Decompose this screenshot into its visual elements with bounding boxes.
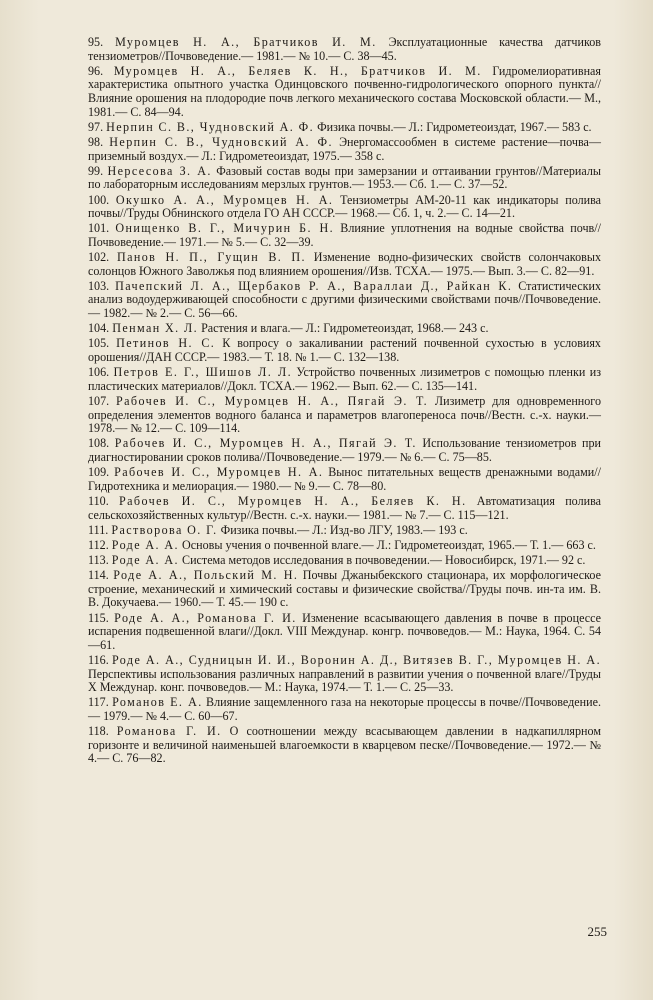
reference-entry: [88, 251, 601, 278]
reference-text: Перспективы использования различных направлений в развитии учения о почвенной влаге//Труды X Междунар. конг. почвоведов.— М.: Наука, 1974.— Т. 1.— С. 25—33.: [88, 666, 601, 695]
reference-text: Устройство почвенных лизиметров с помощью пленки из пластических материалов//Докл. ТСХА.— 1962.— Вып. 62.— С. 135—141.: [88, 365, 601, 393]
reference-entry: [88, 395, 601, 436]
reference-entry: [88, 337, 601, 364]
reference-authors: Окушко А. А., Муромцев Н. А.: [115, 192, 334, 207]
reference-authors: Муромцев Н. А., Братчиков И. М.: [115, 35, 377, 49]
reference-authors: Пачепский Л. А., Щербаков Р. А., Вараллаи Д., Райкан К.: [115, 278, 513, 293]
reference-text: Тензиометры АМ-20-11 как индикаторы полива почвы//Труды Обнинского отдела ГО АН СССР.— 1968.— Сб. 1, ч. 2.— С. 14—21.: [88, 192, 602, 221]
reference-entry: [88, 194, 601, 221]
reference-entry: [88, 65, 601, 119]
reference-text: Физика почвы.— Л.: Гидрометеоиздат, 1967.— 583 с.: [317, 119, 592, 134]
reference-authors: Муромцев Н. А., Беляев К. Н., Братчиков И. М.: [113, 63, 482, 78]
reference-text: Вынос питательных веществ дренажными водами//Гидротехника и мелиорация.— 1980.— № 9.— С. 78—80.: [88, 465, 601, 493]
reference-authors: Нерпин С. В., Чудновский А. Ф.: [109, 134, 333, 149]
reference-entry: [88, 222, 601, 249]
reference-authors: Романова Г. И.: [116, 724, 222, 739]
reference-text: Влияние уплотнения на водные свойства почв//Почвоведение.— 1971.— № 5.— С. 32—39.: [88, 221, 601, 249]
reference-text: Почвы Джаныбекского стационара, их морфологическое строение, механический и химический составы и физические свойства//Труды почв. ин-та им. В. В. Докучаева.— 1960.— Т. 45.— 190 с.: [88, 568, 601, 610]
reference-text: Эксплуатационные качества датчиков тензиометров//Почвоведение.— 1981.— № 10.— С. 38—45.: [88, 35, 601, 63]
reference-text: Гидромелиоративная характеристика опытного участка Одинцовского почвенно-гидрологического опорного пункта//Влияние орошения на плодородие почв легкого механического состава Московской области.— М., 1981.— С. 84—94.: [88, 63, 601, 119]
reference-list: [88, 36, 601, 766]
reference-entry: [88, 322, 601, 336]
reference-entry: [88, 654, 601, 695]
reference-text: Энергомассообмен в системе растение—почва—приземный воздух.— Л.: Гидрометеоиздат, 1975.— 358 с.: [88, 134, 601, 163]
page-number: 255: [587, 924, 607, 939]
reference-number: 116.: [88, 653, 109, 667]
reference-authors: Петров Е. Г., Шишов Л. Л.: [113, 365, 293, 380]
reference-authors: Рабочев И. С., Муромцев Н. А., Пягай Э. Т.: [114, 436, 417, 451]
reference-number: 117.: [88, 695, 109, 710]
reference-entry: [88, 554, 601, 568]
reference-number: 112.: [88, 537, 109, 552]
reference-entry: [88, 466, 601, 493]
reference-text: Фазовый состав воды при замерзании и оттаивании грунтов//Материалы по лабораторным исследованиям мерзлых грунтов.— 1953.— Сб. 1.— С. 37—52.: [88, 163, 601, 192]
reference-number: 102.: [88, 250, 110, 265]
reference-authors: Роде А. А.: [111, 537, 179, 552]
reference-authors: Роде А. А., Романова Г. И.: [114, 610, 297, 625]
reference-text: Влияние защемленного газа на некоторые процессы в почве//Почвоведение.— 1979.— № 4.— С. 60—67.: [88, 695, 601, 723]
reference-text: Изменение водно-физических свойств солончаковых солонцов Южного Заволжья под влиянием орошения//Изв. ТСХА.— 1975.— Вып. 3.— С. 82—91.: [88, 250, 601, 278]
reference-entry: [88, 136, 601, 163]
reference-entry: [88, 569, 601, 610]
reference-text: О соотношении между всасывающем давлении в надкапиллярном горизонте и величиной наименьшей влагоемкости в кварцевом песке//Почвоведение.— 1972.— № 4.— С. 76—82.: [88, 724, 601, 766]
reference-number: 109.: [88, 465, 110, 480]
reference-entry: [88, 366, 601, 393]
reference-number: 108.: [88, 436, 110, 451]
reference-entry: [88, 280, 601, 321]
reference-number: 98.: [88, 134, 104, 149]
reference-authors: Роде А. А., Польский М. Н.: [113, 568, 299, 583]
reference-entry: [88, 725, 601, 766]
reference-text: Статистических анализ водоудерживающей способности с другими физическими свойствами почв//Почвоведение.— 1982.— № 2.— С. 56—66.: [88, 278, 601, 321]
reference-entry: [88, 165, 601, 192]
reference-number: 106.: [88, 365, 110, 380]
reference-entry: [88, 495, 601, 522]
reference-number: 95.: [88, 35, 104, 49]
reference-authors: Рабочев И. С., Муромцев Н. А., Беляев К. Н.: [119, 493, 467, 508]
reference-number: 111.: [88, 522, 109, 537]
reference-number: 97.: [88, 119, 104, 134]
reference-number: 114.: [88, 568, 109, 583]
reference-authors: Роде А. А., Судницын И. И., Воронин А. Д., Витязев В. Г., Муромцев Н. А.: [111, 653, 601, 667]
reference-text: Система методов исследования в почвоведении.— Новосибирск, 1971.— 92 с.: [182, 553, 586, 568]
reference-authors: Рабочев И. С., Муромцев Н. А., Пягай Э. Т.: [116, 393, 429, 408]
reference-text: Основы учения о почвенной влаге.— Л.: Гидрометеоиздат, 1965.— Т. 1.— 663 с.: [182, 537, 596, 552]
reference-number: 118.: [88, 724, 109, 739]
reference-number: 110.: [88, 493, 109, 508]
reference-number: 100.: [88, 192, 110, 207]
reference-entry: [88, 121, 601, 135]
reference-entry: [88, 437, 601, 464]
reference-number: 101.: [88, 221, 110, 236]
reference-entry: [88, 696, 601, 723]
reference-text: Физика почвы.— Л.: Изд-во ЛГУ, 1983.— 193 с.: [220, 522, 468, 537]
reference-authors: Нерсесова З. А.: [107, 163, 212, 178]
reference-number: 96.: [88, 63, 104, 78]
reference-entry: [88, 612, 601, 653]
reference-text: Лизиметр для одновременного определения элементов водного баланса и параметров влагопереноса почв//Вестн. с.-х. науки.— 1978.— № 12.— С. 109—114.: [88, 393, 602, 436]
reference-text: Использование тензиометров при диагностировании сроков полива//Почвоведение.— 1979.— № 6.— С. 75—85.: [88, 436, 602, 464]
reference-authors: Романов Е. А.: [112, 695, 203, 710]
reference-number: 115.: [88, 610, 109, 625]
reference-number: 104.: [88, 321, 110, 336]
reference-entry: [88, 524, 601, 538]
reference-text: К вопросу о закаливании растений почвенной сухостью в условиях орошения//ДАН СССР.— 1983.— Т. 18. № 1.— С. 132—138.: [88, 336, 601, 364]
reference-authors: Нерпин С. В., Чудновский А. Ф.: [106, 119, 315, 134]
reference-number: 103.: [88, 278, 110, 293]
reference-number: 107.: [88, 393, 110, 408]
reference-authors: Роде А. А.: [111, 553, 179, 568]
reference-authors: Онищенко В. Г., Мичурин Б. Н.: [115, 221, 335, 236]
reference-number: 99.: [88, 163, 104, 178]
reference-authors: Пенман Х. Л.: [112, 321, 199, 336]
reference-entry: [88, 539, 601, 553]
reference-number: 105.: [88, 336, 110, 351]
reference-text: Автоматизация полива сельскохозяйственных культур//Вестн. с.-х. науки.— 1981.— № 7.— С. 115—121.: [88, 493, 601, 522]
reference-authors: Рабочев И. С., Муромцев Н. А.: [114, 465, 324, 480]
reference-text: Изменение всасывающего давления в почве в процессе испарения подвешенной влаги//Докл. VIII Междунар. конгр. почвоведов.— М.: Наука, 1964. С. 54—61.: [88, 610, 601, 652]
reference-authors: Панов Н. П., Гущин В. П.: [116, 250, 306, 265]
reference-authors: Петинов Н. С.: [116, 336, 216, 351]
reference-authors: Растворова О. Г.: [111, 522, 218, 537]
reference-number: 113.: [88, 553, 109, 568]
reference-text: Растения и влага.— Л.: Гидрометеоиздат, 1968.— 243 с.: [201, 321, 489, 336]
reference-entry: [88, 36, 601, 63]
